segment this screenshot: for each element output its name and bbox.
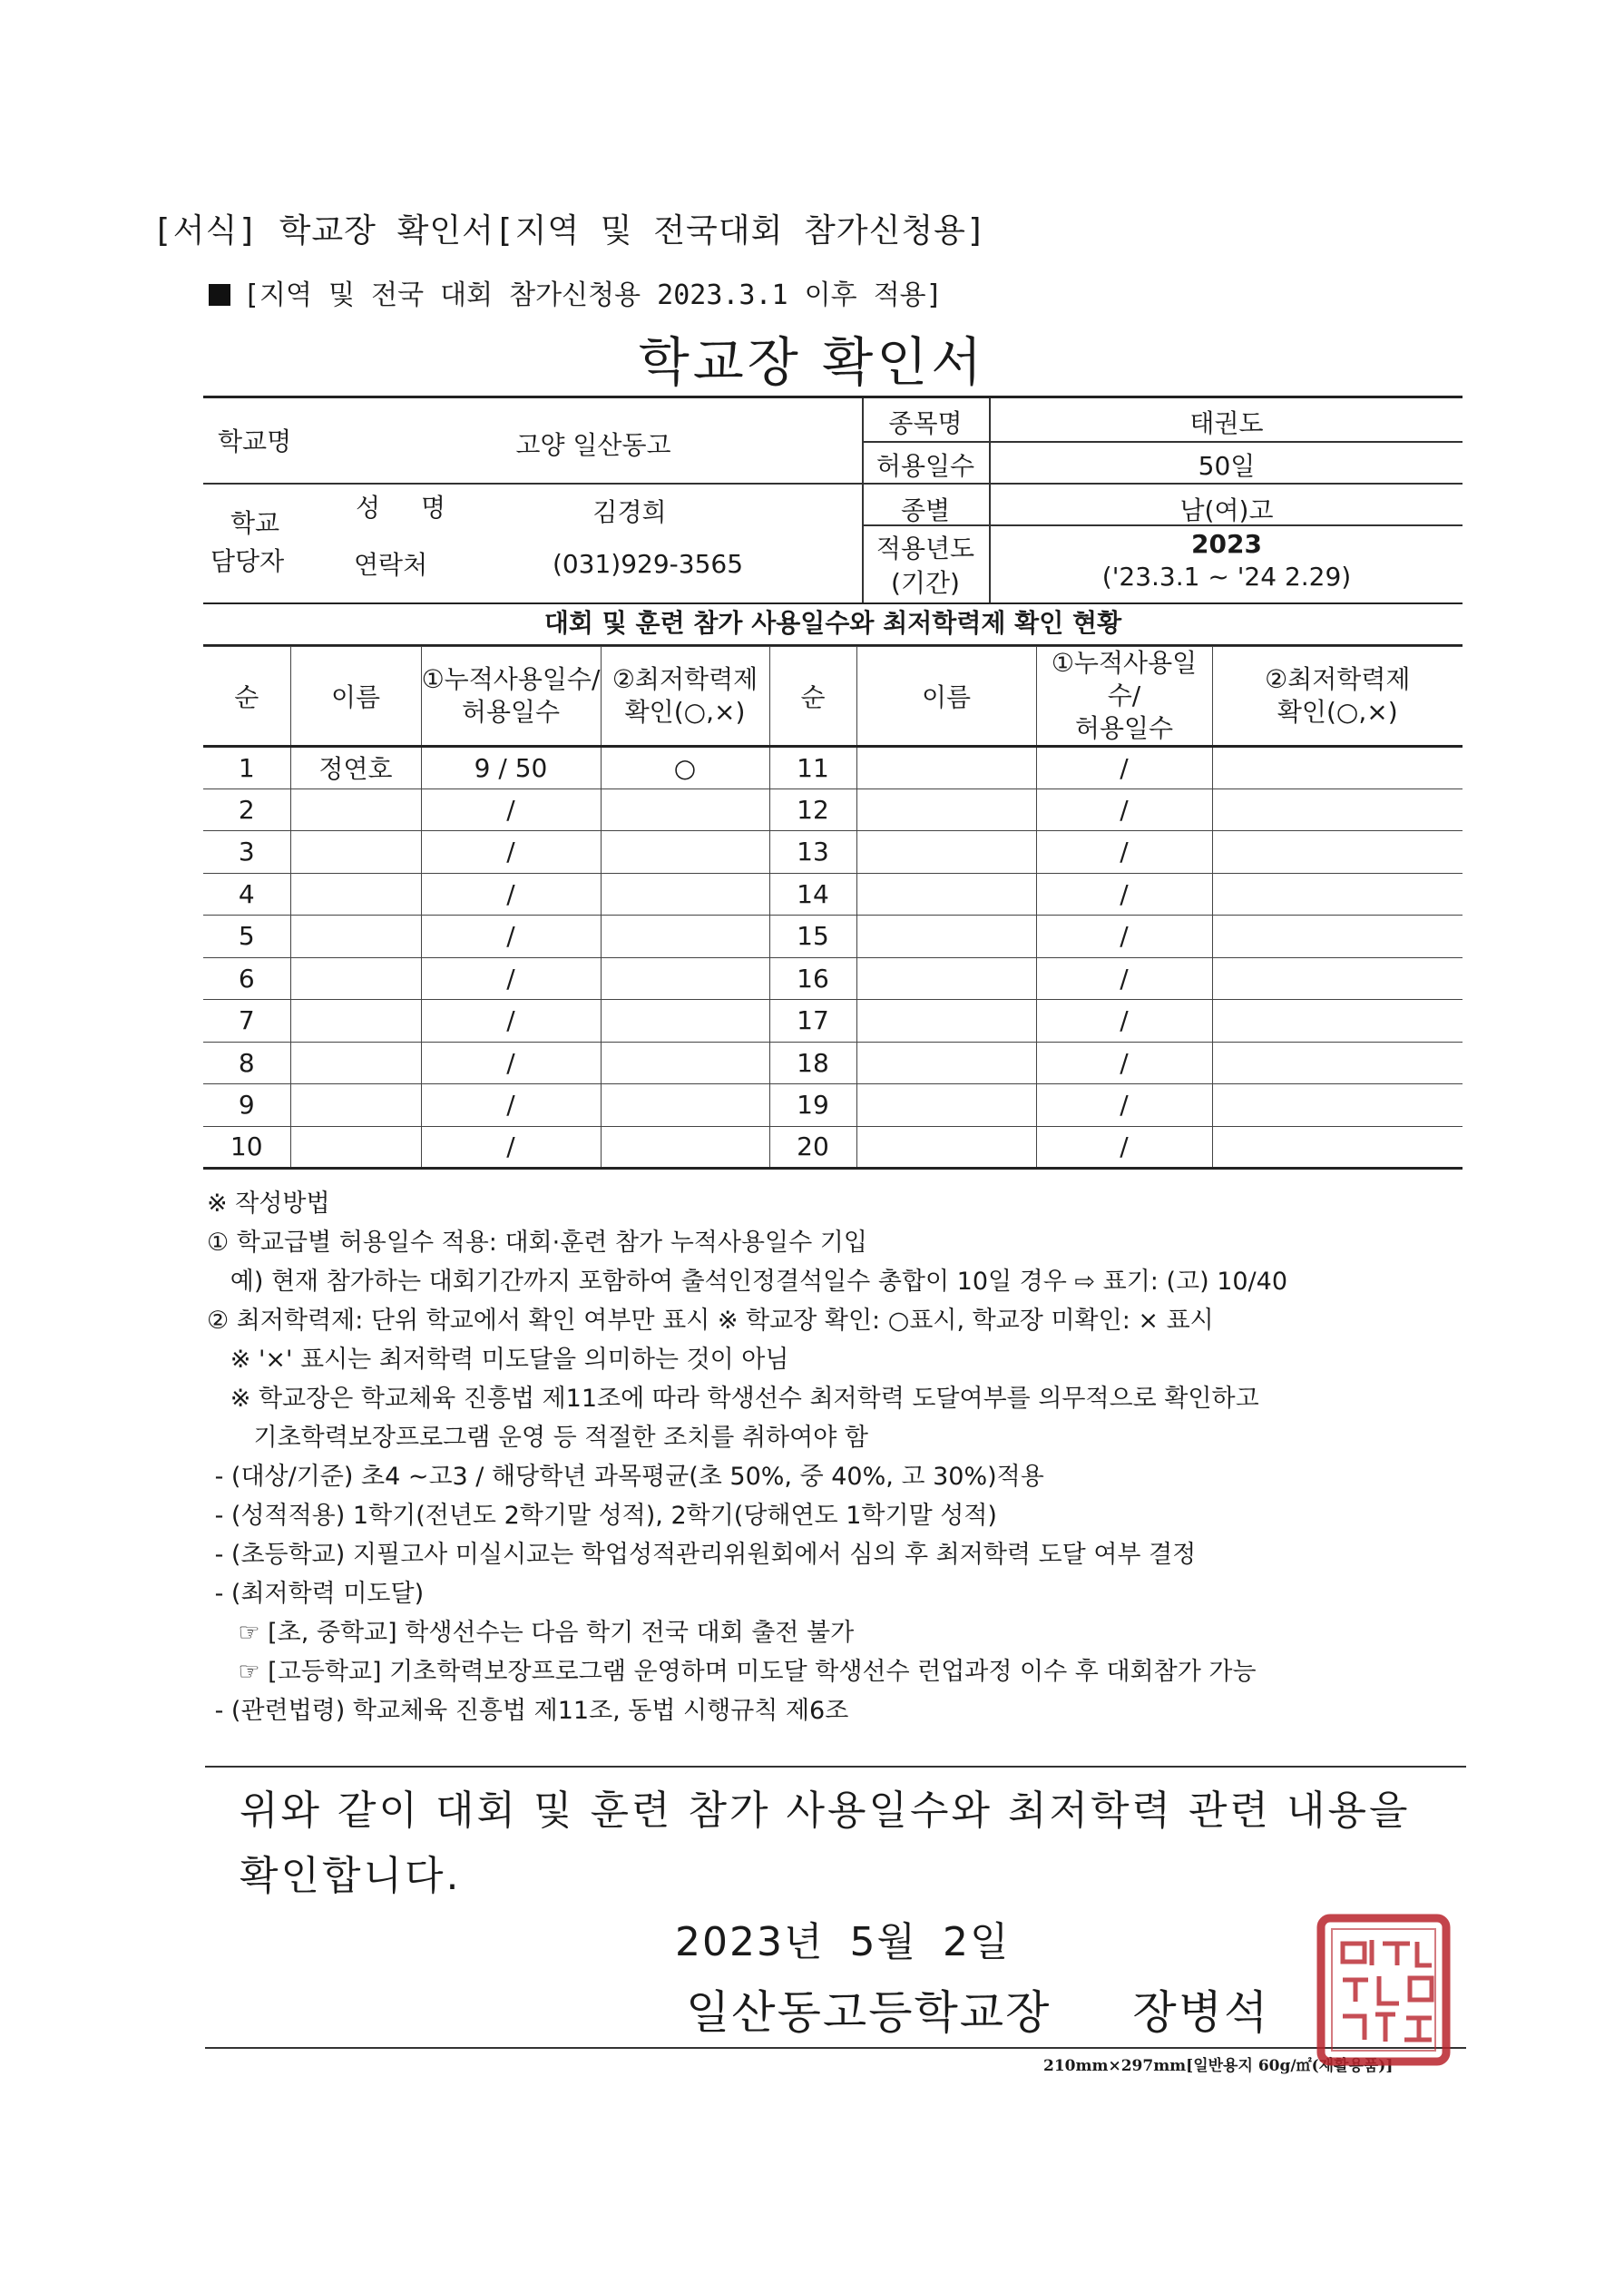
staff-label-2: 담당자	[210, 546, 285, 576]
row-days: /	[1036, 831, 1212, 874]
row-check	[1212, 916, 1463, 958]
row-name	[856, 1000, 1036, 1043]
form-label: [서식] 학교장 확인서[지역 및 전국대회 참가신청용]	[152, 212, 987, 250]
row-name	[290, 788, 421, 831]
signer-name: 장병석	[1132, 1986, 1270, 2039]
row-days: /	[1036, 747, 1212, 789]
row-no: 6	[203, 957, 290, 1000]
row-name	[856, 1042, 1036, 1084]
note-line: 예) 현재 참가하는 대회기간까지 포함하여 출석인정결석일수 총합이 10일 경우 ⇨ 표기: (고) 10/40	[207, 1268, 1288, 1296]
sport-label: 종목명	[888, 408, 963, 438]
year-label-2: (기간)	[891, 568, 960, 598]
col-header-no: 순	[203, 647, 290, 747]
row-check	[1212, 788, 1463, 831]
row-check	[601, 788, 769, 831]
row-name	[856, 916, 1036, 958]
note-line: ☞ [초, 중학교] 학생선수는 다음 학기 전국 대회 출전 불가	[207, 1619, 855, 1647]
table-row	[203, 1042, 1463, 1084]
col-header-grade: ②최저학력제 확인(○,×)	[1212, 647, 1463, 747]
row-no: 4	[203, 873, 290, 916]
row-no: 17	[769, 1000, 856, 1043]
row-days: /	[421, 831, 601, 874]
row-check	[601, 916, 769, 958]
row-name	[290, 957, 421, 1000]
row-name: 정연호	[290, 747, 421, 789]
row-no: 20	[769, 1126, 856, 1169]
roster-table	[203, 646, 1463, 1170]
table-row	[203, 788, 1463, 831]
bottom-divider	[205, 2047, 1466, 2049]
square-bullet-icon	[209, 284, 230, 306]
row-days: 9 / 50	[421, 747, 601, 789]
row-name	[290, 916, 421, 958]
sport-value: 태권도	[1189, 408, 1264, 438]
issue-date: 2023년 5월 2일	[675, 1919, 1011, 1965]
signer-title: 일산동고등학교장	[686, 1986, 1052, 2039]
school-value: 고양 일산동고	[515, 430, 671, 460]
row-days: /	[1036, 1042, 1212, 1084]
info-table	[203, 396, 1463, 604]
sub-label	[209, 272, 943, 312]
row-check	[1212, 747, 1463, 789]
note-line: ① 학교급별 허용일수 적용: 대회·훈련 참가 누적사용일수 기입	[207, 1229, 867, 1257]
year-value: 2023	[1191, 529, 1262, 559]
row-check	[1212, 831, 1463, 874]
row-check	[1212, 1126, 1463, 1169]
note-line: ※ 학교장은 학교체육 진흥법 제11조에 따라 학생선수 최저학력 도달여부를 의무적으로 확인하고	[207, 1385, 1259, 1413]
row-name	[856, 747, 1036, 789]
gender-label: 종별	[900, 495, 951, 525]
row-no: 7	[203, 1000, 290, 1043]
sub-label-text: [지역 및 전국 대회 참가신청용 2023.3.1 이후 적용]	[243, 279, 943, 311]
row-check	[1212, 1000, 1463, 1043]
row-name	[856, 1126, 1036, 1169]
col-header-no: 순	[769, 647, 856, 747]
allowed-days-value: 50일	[1198, 451, 1256, 481]
row-days: /	[1036, 788, 1212, 831]
row-check	[1212, 1042, 1463, 1084]
note-line: - (관련법령) 학교체육 진흥법 제11조, 동법 시행규칙 제6조	[207, 1697, 849, 1725]
note-line: - (성적적용) 1학기(전년도 2학기말 성적), 2학기(당해연도 1학기말 성적)	[207, 1502, 997, 1530]
table-row	[203, 1084, 1463, 1127]
row-no: 14	[769, 873, 856, 916]
row-name	[290, 873, 421, 916]
row-days: /	[421, 1126, 601, 1169]
row-no: 16	[769, 957, 856, 1000]
row-name	[856, 831, 1036, 874]
col-header-grade: ②최저학력제 확인(○,×)	[601, 647, 769, 747]
name-label: 성 명	[356, 493, 462, 523]
row-no: 2	[203, 788, 290, 831]
note-line: ※ '×' 표시는 최저학력 미도달을 의미하는 것이 아님	[207, 1346, 789, 1374]
row-check	[1212, 873, 1463, 916]
row-no: 11	[769, 747, 856, 789]
row-name	[856, 873, 1036, 916]
row-name	[856, 788, 1036, 831]
document-title: 학교장 확인서	[638, 331, 986, 393]
note-line: - (대상/기준) 초4 ~고3 / 해당학년 과목평균(초 50%, 중 40%, 고 30%)적용	[207, 1463, 1044, 1491]
row-name	[290, 1126, 421, 1169]
col-header-name: 이름	[856, 647, 1036, 747]
row-days: /	[421, 1000, 601, 1043]
table-row	[203, 916, 1463, 958]
row-days: /	[421, 957, 601, 1000]
row-check	[601, 957, 769, 1000]
row-name	[856, 1084, 1036, 1127]
allowed-days-label: 허용일수	[876, 451, 975, 481]
note-line: - (최저학력 미도달)	[207, 1580, 425, 1608]
period-value: ('23.3.1 ~ '24 2.29)	[1101, 562, 1352, 592]
row-no: 1	[203, 747, 290, 789]
row-days: /	[421, 916, 601, 958]
row-name	[290, 831, 421, 874]
year-label-1: 적용년도	[876, 534, 975, 563]
row-no: 3	[203, 831, 290, 874]
section-title: 대회 및 훈련 참가 사용일수와 최저학력제 확인 현황	[203, 602, 1463, 646]
row-no: 10	[203, 1126, 290, 1169]
school-label: 학교명	[218, 426, 292, 456]
row-name	[290, 1042, 421, 1084]
divider	[205, 1766, 1466, 1768]
row-name	[290, 1000, 421, 1043]
name-value: 김경희	[592, 497, 667, 527]
note-line: ☞ [고등학교] 기초학력보장프로그램 운영하며 미도달 학생선수 런업과정 이수 후 대회참가 가능	[207, 1658, 1257, 1686]
note-line: - (초등학교) 지필고사 미실시교는 학업성적관리위원회에서 심의 후 최저학력 도달 여부 결정	[207, 1541, 1197, 1569]
row-days: /	[421, 873, 601, 916]
row-days: /	[1036, 916, 1212, 958]
col-header-name: 이름	[290, 647, 421, 747]
table-row	[203, 831, 1463, 874]
paper-size-note: 210mm×297mm[일반용지 60g/㎡(재활용품)]	[1043, 2057, 1394, 2075]
row-days: /	[1036, 1000, 1212, 1043]
row-check	[601, 1000, 769, 1043]
col-header-days: ①누적사용일수/ 허용일수	[1036, 647, 1212, 747]
row-days: /	[1036, 1084, 1212, 1127]
row-days: /	[1036, 1126, 1212, 1169]
confirmation-statement: 위와 같이 대회 및 훈련 참가 사용일수와 최저학력 관련 내용을 확인합니다.	[240, 1788, 1411, 1899]
row-no: 12	[769, 788, 856, 831]
row-days: /	[1036, 873, 1212, 916]
note-line: 기초학력보장프로그램 운영 등 적절한 조치를 취하여야 함	[207, 1424, 868, 1452]
row-no: 19	[769, 1084, 856, 1127]
table-row	[203, 873, 1463, 916]
note-line: ※ 작성방법	[207, 1190, 330, 1218]
instructions	[207, 1184, 1477, 1730]
official-seal-stamp	[1316, 1913, 1452, 2067]
row-no: 9	[203, 1084, 290, 1127]
row-check	[601, 1084, 769, 1127]
signature-line	[686, 1976, 1269, 2042]
note-line: ② 최저학력제: 단위 학교에서 확인 여부만 표시 ※ 학교장 확인: ○표시, 학교장 미확인: × 표시	[207, 1307, 1214, 1335]
row-no: 5	[203, 916, 290, 958]
row-days: /	[421, 788, 601, 831]
col-header-days: ①누적사용일수/ 허용일수	[421, 647, 601, 747]
row-check	[601, 1126, 769, 1169]
staff-label-1: 학교	[230, 508, 280, 538]
row-no: 18	[769, 1042, 856, 1084]
row-no: 15	[769, 916, 856, 958]
row-name	[290, 1084, 421, 1127]
row-check: ○	[601, 747, 769, 789]
row-days: /	[421, 1042, 601, 1084]
table-row	[203, 1000, 1463, 1043]
row-check	[601, 831, 769, 874]
row-check	[601, 1042, 769, 1084]
row-check	[1212, 1084, 1463, 1127]
row-check	[1212, 957, 1463, 1000]
gender-value: 남(여)고	[1179, 495, 1274, 525]
row-days: /	[1036, 957, 1212, 1000]
contact-value: (031)929-3565	[552, 549, 744, 579]
row-check	[601, 873, 769, 916]
row-days: /	[421, 1084, 601, 1127]
row-no: 8	[203, 1042, 290, 1084]
table-row	[203, 1126, 1463, 1169]
row-name	[856, 957, 1036, 1000]
table-row	[203, 747, 1463, 789]
table-row	[203, 957, 1463, 1000]
row-no: 13	[769, 831, 856, 874]
contact-label: 연락처	[354, 550, 428, 580]
